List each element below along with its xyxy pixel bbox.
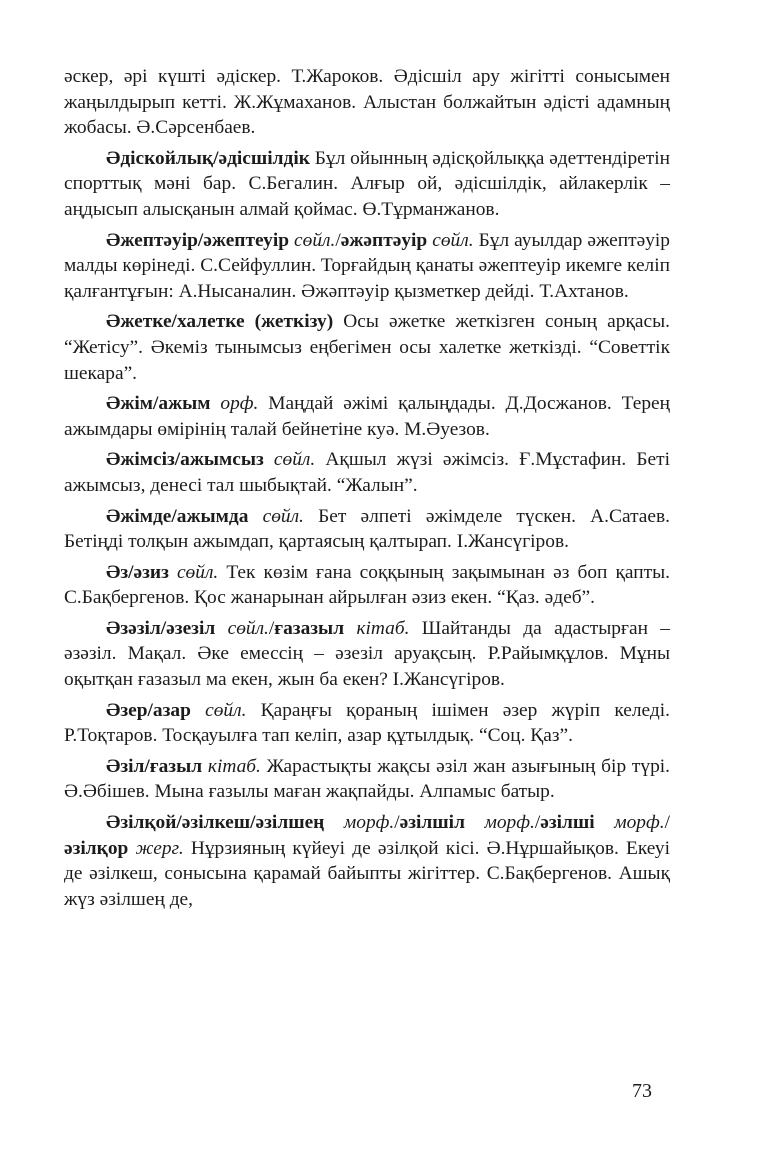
entry-text: Маңдай әжімі қалыңдады. Д.Досжанов. Терең ажымдары өмірінің талай бейнетіне куә. М.Әуезов.: [64, 393, 670, 440]
headword: Әзілқой/әзілкеш/әзілшең: [106, 812, 325, 834]
headword: Әзіл/ғазыл: [106, 755, 203, 777]
usage-label: сөйл.: [263, 449, 316, 471]
entry-text: /: [394, 812, 400, 834]
usage-label: кітаб.: [344, 617, 410, 639]
page-number: 73: [632, 1080, 652, 1102]
entry-text: Қараңғы қораның ішімен әзер жүріп келеді. Р.Тоқтаров. Тосқауылға тап келіп, азар құтылдық. “Соц. Қаз”.: [64, 699, 670, 747]
dictionary-entry: [64, 698, 670, 749]
dictionary-entry: [64, 616, 670, 693]
dictionary-entry: [64, 309, 670, 386]
entry-text: Ақшыл жүзі әжімсіз. Ғ.Мұстафин. Беті ажымсыз, денесі тал шыбықтай. “Жалын”.: [64, 449, 670, 496]
entry-text: Бұл ойынның әдісқойлыққа әдеттендіретін спорттық мәні бар. С.Бегалин. Алғыр ой, әдісшілдік, айлакерлік – аңдысып алысқанын алмай қоймас. Ө.Тұрманжанов.: [64, 147, 670, 220]
usage-label: сөйл.: [289, 229, 336, 251]
entry-text: Нұрзияның күйеуі де әзілқой кісі. Ә.Нұршайықов. Екеуі де әзілкеш, сонысына қарамай байыпты жігіттер. С.Бақбергенов. Ашық жүз әзілшең де,: [64, 837, 670, 910]
usage-label: жерг.: [128, 837, 184, 859]
headword: Әжімде/ажымда: [106, 505, 249, 527]
entry-text: Осы әжетке жеткізген соның арқасы. “Жетісу”. Әкеміз тынымсыз еңбегімен осы халетке жеткізді. “Советтік шекара”.: [64, 311, 670, 384]
dictionary-entry: [64, 560, 670, 611]
usage-label: орф.: [210, 393, 259, 415]
usage-label: морф.: [324, 812, 395, 834]
continued-paragraph: [64, 64, 670, 141]
usage-label: морф.: [594, 812, 665, 834]
dictionary-entry: [64, 754, 670, 805]
headword: ғазазыл: [274, 617, 345, 639]
entry-text: /: [664, 812, 670, 834]
usage-label: сөйл.: [215, 617, 269, 639]
usage-label: сөйл.: [427, 229, 474, 251]
usage-label: сөйл.: [190, 699, 247, 721]
headword: Әжімсіз/ажымсыз: [106, 449, 264, 471]
usage-label: морф.: [464, 812, 535, 834]
dictionary-entry: [64, 504, 670, 555]
usage-label: кітаб.: [202, 755, 261, 777]
headword: Әжім/ажым: [106, 393, 211, 415]
headword: Әзер/азар: [106, 699, 191, 721]
entry-text: Жарастықты жақсы әзіл жан азығының бір түрі. Ә.Әбішев. Мына ғазылы маған жақпайды. Алпамыс батыр.: [64, 755, 671, 803]
headword: Әдіскойлық/әдісшілдік: [106, 147, 310, 169]
headword: әжәптәуір: [340, 229, 428, 251]
headword: әзілші: [540, 812, 595, 834]
dictionary-entry: [64, 228, 670, 305]
entry-text: /: [534, 812, 541, 834]
usage-label: сөйл.: [248, 505, 304, 527]
headword: Әзәзіл/әзезіл: [106, 617, 216, 639]
usage-label: сөйл.: [168, 561, 219, 583]
entry-text: Бұл ауылдар әжептәуір малды көрінеді. С.Сейфуллин. Торғайдың қанаты әжептеуір икемге келіп қалғантұғын: А.Нысаналин. Әжәптәуір қызметкер дейді. Т.Ахтанов.: [64, 229, 670, 302]
entry-text: Тек көзім ғана соққының зақымынан әз боп қапты. С.Бақбергенов. Қос жанарынан айрылған әзиз екен. “Қаз. әдеб”.: [64, 561, 670, 609]
headword: Әжептәуір/әжептеуір: [106, 229, 289, 251]
dictionary-entry: [64, 146, 670, 223]
dictionary-entry: [64, 391, 670, 442]
dictionary-entry: [64, 810, 670, 912]
headword: әзілшіл: [399, 812, 465, 834]
headword: әзілқор: [64, 837, 129, 859]
entry-text: әскер, әрі күшті әдіскер. Т.Жароков. Әдісшіл ару жігітті сонысымен жаңылдырып кетті. Ж.Жұмаханов. Алыстан болжайтын әдісті адамның жобасы. Ә.Сәрсенбаев.: [64, 66, 670, 139]
headword: Әз/әзиз: [106, 561, 169, 583]
headword: Әжетке/халетке (жеткізу): [106, 311, 334, 333]
entry-text: Бет әлпеті әжімделе түскен. А.Сатаев. Бетіңді толқын ажымдап, қартаясың қалтырап. І.Жансүгіров.: [64, 505, 670, 553]
entry-text: /: [268, 617, 275, 639]
entry-text: Шайтанды да адастырған – әзәзіл. Мақал. Әке емессің – әзезіл аруақсың. Р.Райымқұлов. Мұны оқытқан ғазазыл ма екен, жын ба екен? І.Жансүгіров.: [64, 617, 670, 691]
dictionary-entry: [64, 447, 670, 498]
entry-text: /: [335, 229, 341, 251]
dictionary-page: [64, 64, 670, 917]
